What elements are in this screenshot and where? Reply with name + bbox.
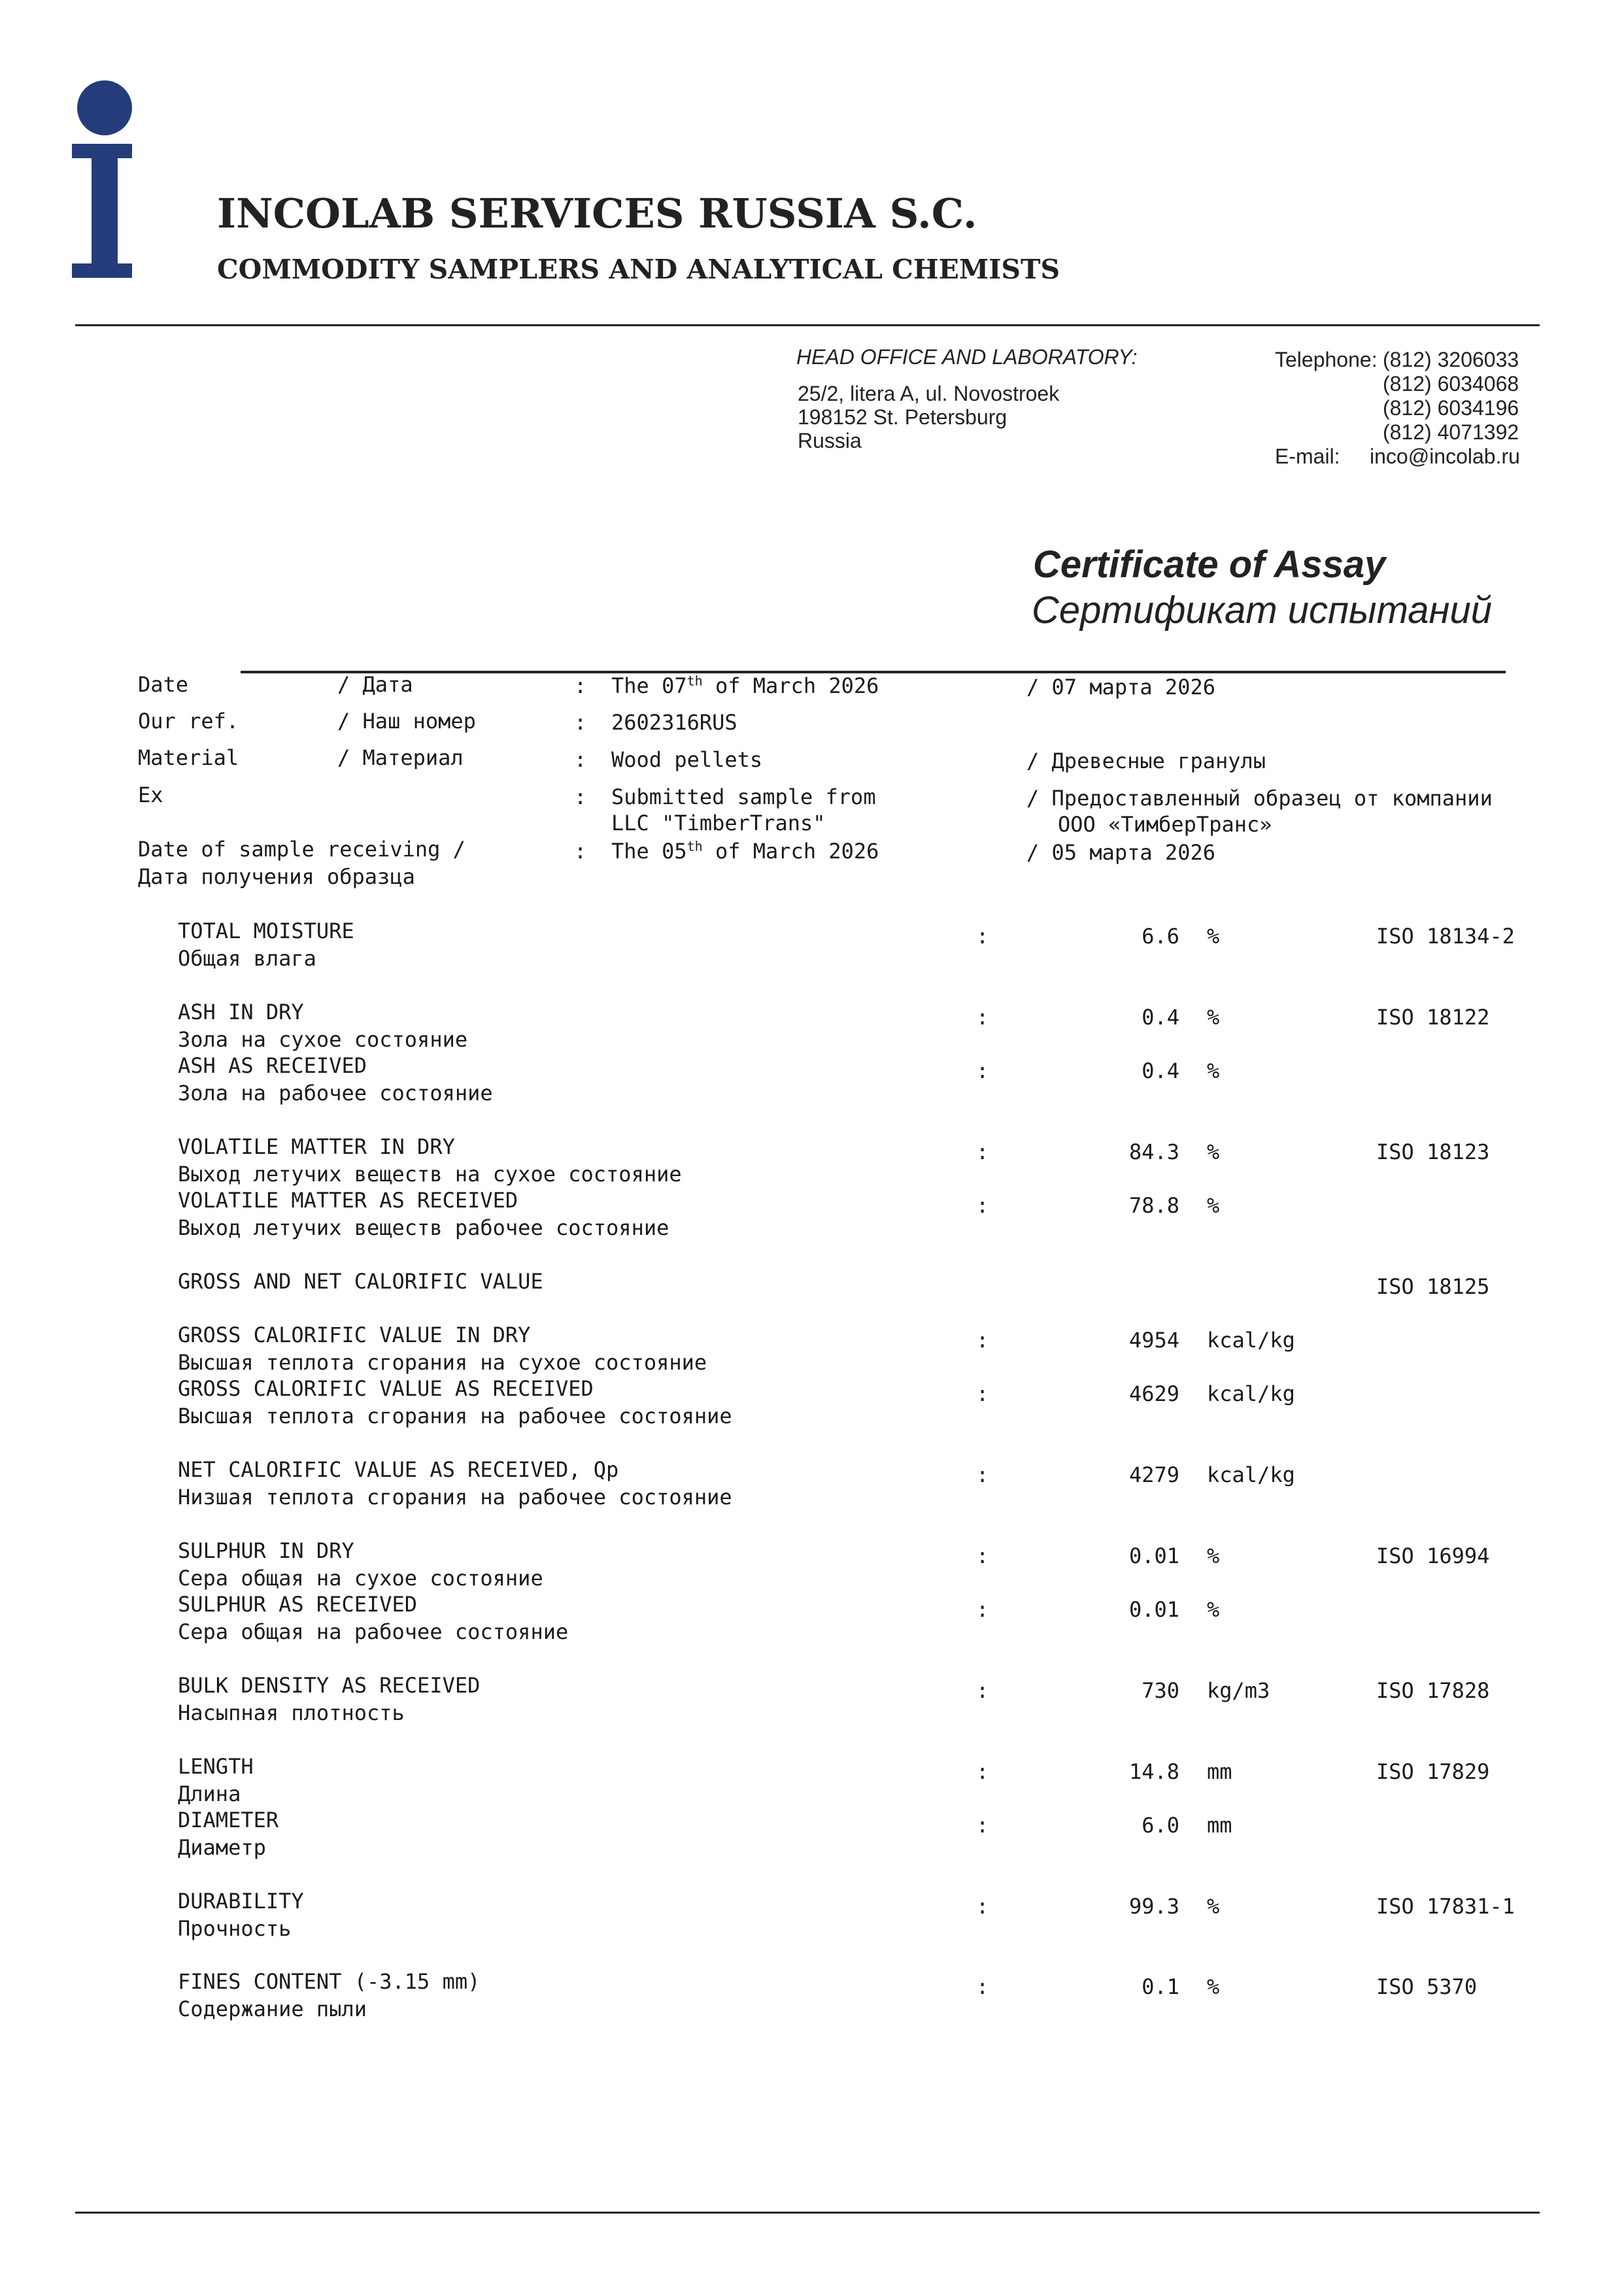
result-unit: % [1207,1543,1220,1568]
result-parameter: GROSS CALORIFIC VALUE AS RECEIVED [178,1376,594,1401]
result-value: 4954 [1128,1328,1179,1353]
result-parameter: ASH IN DRY [178,1000,304,1024]
result-unit: % [1207,1005,1220,1030]
colon: : [574,784,587,809]
ex-label: Ex [138,783,163,807]
colon: : [574,710,587,735]
result-unit: kg/m3 [1207,1678,1270,1703]
result-parameter: DURABILITY [178,1889,304,1914]
result-value: 6.0 [1142,1813,1179,1838]
office-heading: HEAD OFFICE AND LABORATORY: [796,345,1138,369]
receiving-label: Date of sample receiving / [138,837,465,862]
result-parameter-ru: Общая влага [178,946,316,971]
result-unit: % [1207,1139,1220,1164]
colon: : [976,1328,989,1353]
result-standard: ISO 18123 [1376,1139,1490,1164]
ex-value-ru-line: ООО «ТимберТранс» [1058,812,1272,837]
result-parameter: DIAMETER [178,1808,279,1832]
colon: : [976,1894,989,1919]
result-parameter: ASH AS RECEIVED [178,1053,367,1078]
colon: : [574,673,587,698]
result-value: 99.3 [1128,1894,1179,1919]
result-unit: mm [1207,1813,1232,1838]
result-standard: ISO 18134-2 [1376,924,1515,949]
phone-number: (812) 3206033 [1383,348,1519,371]
result-standard: ISO 17828 [1376,1678,1490,1703]
receiving-label-ru: Дата получения образца [138,864,415,889]
ref-label: Our ref. [138,709,239,734]
office-address-line: 198152 St. Petersburg [798,405,1007,429]
result-parameter: VOLATILE MATTER IN DRY [178,1134,455,1159]
result-parameter: BULK DENSITY AS RECEIVED [178,1673,481,1698]
date-label: Date [138,672,189,697]
date-value-ru: / 07 марта 2026 [1026,675,1215,700]
material-value-ru: / Древесные гранулы [1026,749,1266,773]
colon: : [976,1974,989,1999]
colon: : [976,1381,989,1406]
result-parameter-ru: Зола на рабочее состояние [178,1081,493,1105]
result-value: 78.8 [1128,1193,1179,1218]
result-value: 4279 [1128,1462,1179,1487]
colon: : [976,1058,989,1083]
phone-number: (812) 4071392 [1383,420,1519,444]
result-unit: % [1207,1597,1220,1622]
ex-value-line: LLC "TimberTrans" [611,811,826,835]
letter-i-logo [72,78,137,281]
ex-value-line: Submitted sample from [611,784,876,809]
result-parameter: NET CALORIFIC VALUE AS RECEIVED, Qp [178,1457,619,1482]
material-label-ru: / Материал [337,745,464,770]
result-parameter: GROSS AND NET CALORIFIC VALUE [178,1269,543,1294]
result-parameter-ru: Содержание пыли [178,1997,367,2021]
result-parameter: SULPHUR IN DRY [178,1538,354,1563]
date-label-ru: / Дата [337,672,413,697]
result-parameter-ru: Прочность [178,1916,292,1941]
material-label: Material [138,745,239,770]
colon: : [976,1813,989,1838]
certificate-title-ru: Сертификат испытаний [1032,589,1492,632]
date-value: The 07th of March 2026 [611,673,879,698]
result-value: 0.4 [1142,1005,1179,1030]
result-value: 730 [1142,1678,1179,1703]
colon: : [574,839,587,864]
result-unit: kcal/kg [1207,1462,1295,1487]
result-unit: % [1207,1894,1220,1919]
result-parameter-ru: Низшая теплота сгорания на рабочее состояние [178,1485,732,1510]
certificate-title: Certificate of Assay [1033,543,1386,586]
result-value: 0.4 [1142,1058,1179,1083]
result-unit: mm [1207,1759,1232,1784]
result-standard: ISO 18125 [1376,1274,1490,1299]
colon: : [976,1759,989,1784]
ref-label-ru: / Наш номер [337,709,476,734]
colon: : [574,747,587,772]
result-value: 84.3 [1128,1139,1179,1164]
telephone-label: Telephone: [1275,348,1378,371]
ref-value: 2602316RUS [611,710,737,735]
footer-divider [75,2212,1540,2214]
result-unit: kcal/kg [1207,1381,1295,1406]
result-parameter-ru: Сера общая на рабочее состояние [178,1619,569,1644]
result-parameter: FINES CONTENT (-3.15 mm) [178,1969,481,1994]
result-unit: % [1207,1058,1220,1083]
result-parameter: VOLATILE MATTER AS RECEIVED [178,1188,518,1213]
result-parameter: TOTAL MOISTURE [178,919,354,943]
material-value: Wood pellets [611,747,763,772]
email-label: E-mail: [1275,445,1340,468]
receiving-value-ru: / 05 марта 2026 [1026,840,1215,865]
phone-number: (812) 6034068 [1383,372,1519,396]
result-parameter-ru: Высшая теплота сгорания на рабочее состояние [178,1404,732,1428]
result-standard: ISO 17829 [1376,1759,1490,1784]
header-divider [75,324,1540,326]
result-value: 0.1 [1142,1974,1179,1999]
colon: : [976,924,989,949]
colon: : [976,1462,989,1487]
colon: : [976,1139,989,1164]
colon: : [976,1193,989,1218]
result-parameter-ru: Зола на сухое состояние [178,1027,468,1052]
result-unit: % [1207,1193,1220,1218]
receiving-value: The 05th of March 2026 [611,838,879,864]
result-parameter-ru: Длина [178,1781,241,1806]
result-unit: % [1207,924,1220,949]
result-unit: kcal/kg [1207,1328,1295,1353]
phone-number: (812) 6034196 [1383,396,1519,420]
result-parameter: LENGTH [178,1754,254,1779]
result-value: 0.01 [1128,1597,1179,1622]
result-standard: ISO 17831-1 [1376,1894,1515,1919]
result-standard: ISO 5370 [1376,1974,1478,1999]
result-parameter-ru: Диаметр [178,1835,266,1860]
result-parameter-ru: Сера общая на сухое состояние [178,1566,543,1591]
colon: : [976,1597,989,1622]
result-value: 4629 [1128,1381,1179,1406]
result-value: 0.01 [1128,1543,1179,1568]
result-value: 14.8 [1128,1759,1179,1784]
colon: : [976,1543,989,1568]
email-address: inco@incolab.ru [1370,445,1520,468]
result-parameter-ru: Выход летучих веществ рабочее состояние [178,1215,669,1240]
colon: : [976,1678,989,1703]
company-name: INCOLAB SERVICES RUSSIA S.C. [217,190,977,237]
result-standard: ISO 16994 [1376,1543,1490,1568]
result-standard: ISO 18122 [1376,1005,1490,1030]
company-tagline: COMMODITY SAMPLERS AND ANALYTICAL CHEMISTS [217,254,1060,285]
result-unit: % [1207,1974,1220,1999]
ex-value-ru-line: / Предоставленный образец от компании [1026,786,1493,811]
result-parameter: GROSS CALORIFIC VALUE IN DRY [178,1323,531,1347]
result-parameter: SULPHUR AS RECEIVED [178,1592,418,1617]
result-parameter-ru: Высшая теплота сгорания на сухое состояние [178,1350,707,1375]
result-parameter-ru: Насыпная плотность [178,1700,405,1725]
result-value: 6.6 [1142,924,1179,949]
office-address-line: 25/2, litera A, ul. Novostroek [798,382,1060,405]
office-address-line: Russia [798,429,862,452]
colon: : [976,1005,989,1030]
result-parameter-ru: Выход летучих веществ на сухое состояние [178,1162,682,1187]
